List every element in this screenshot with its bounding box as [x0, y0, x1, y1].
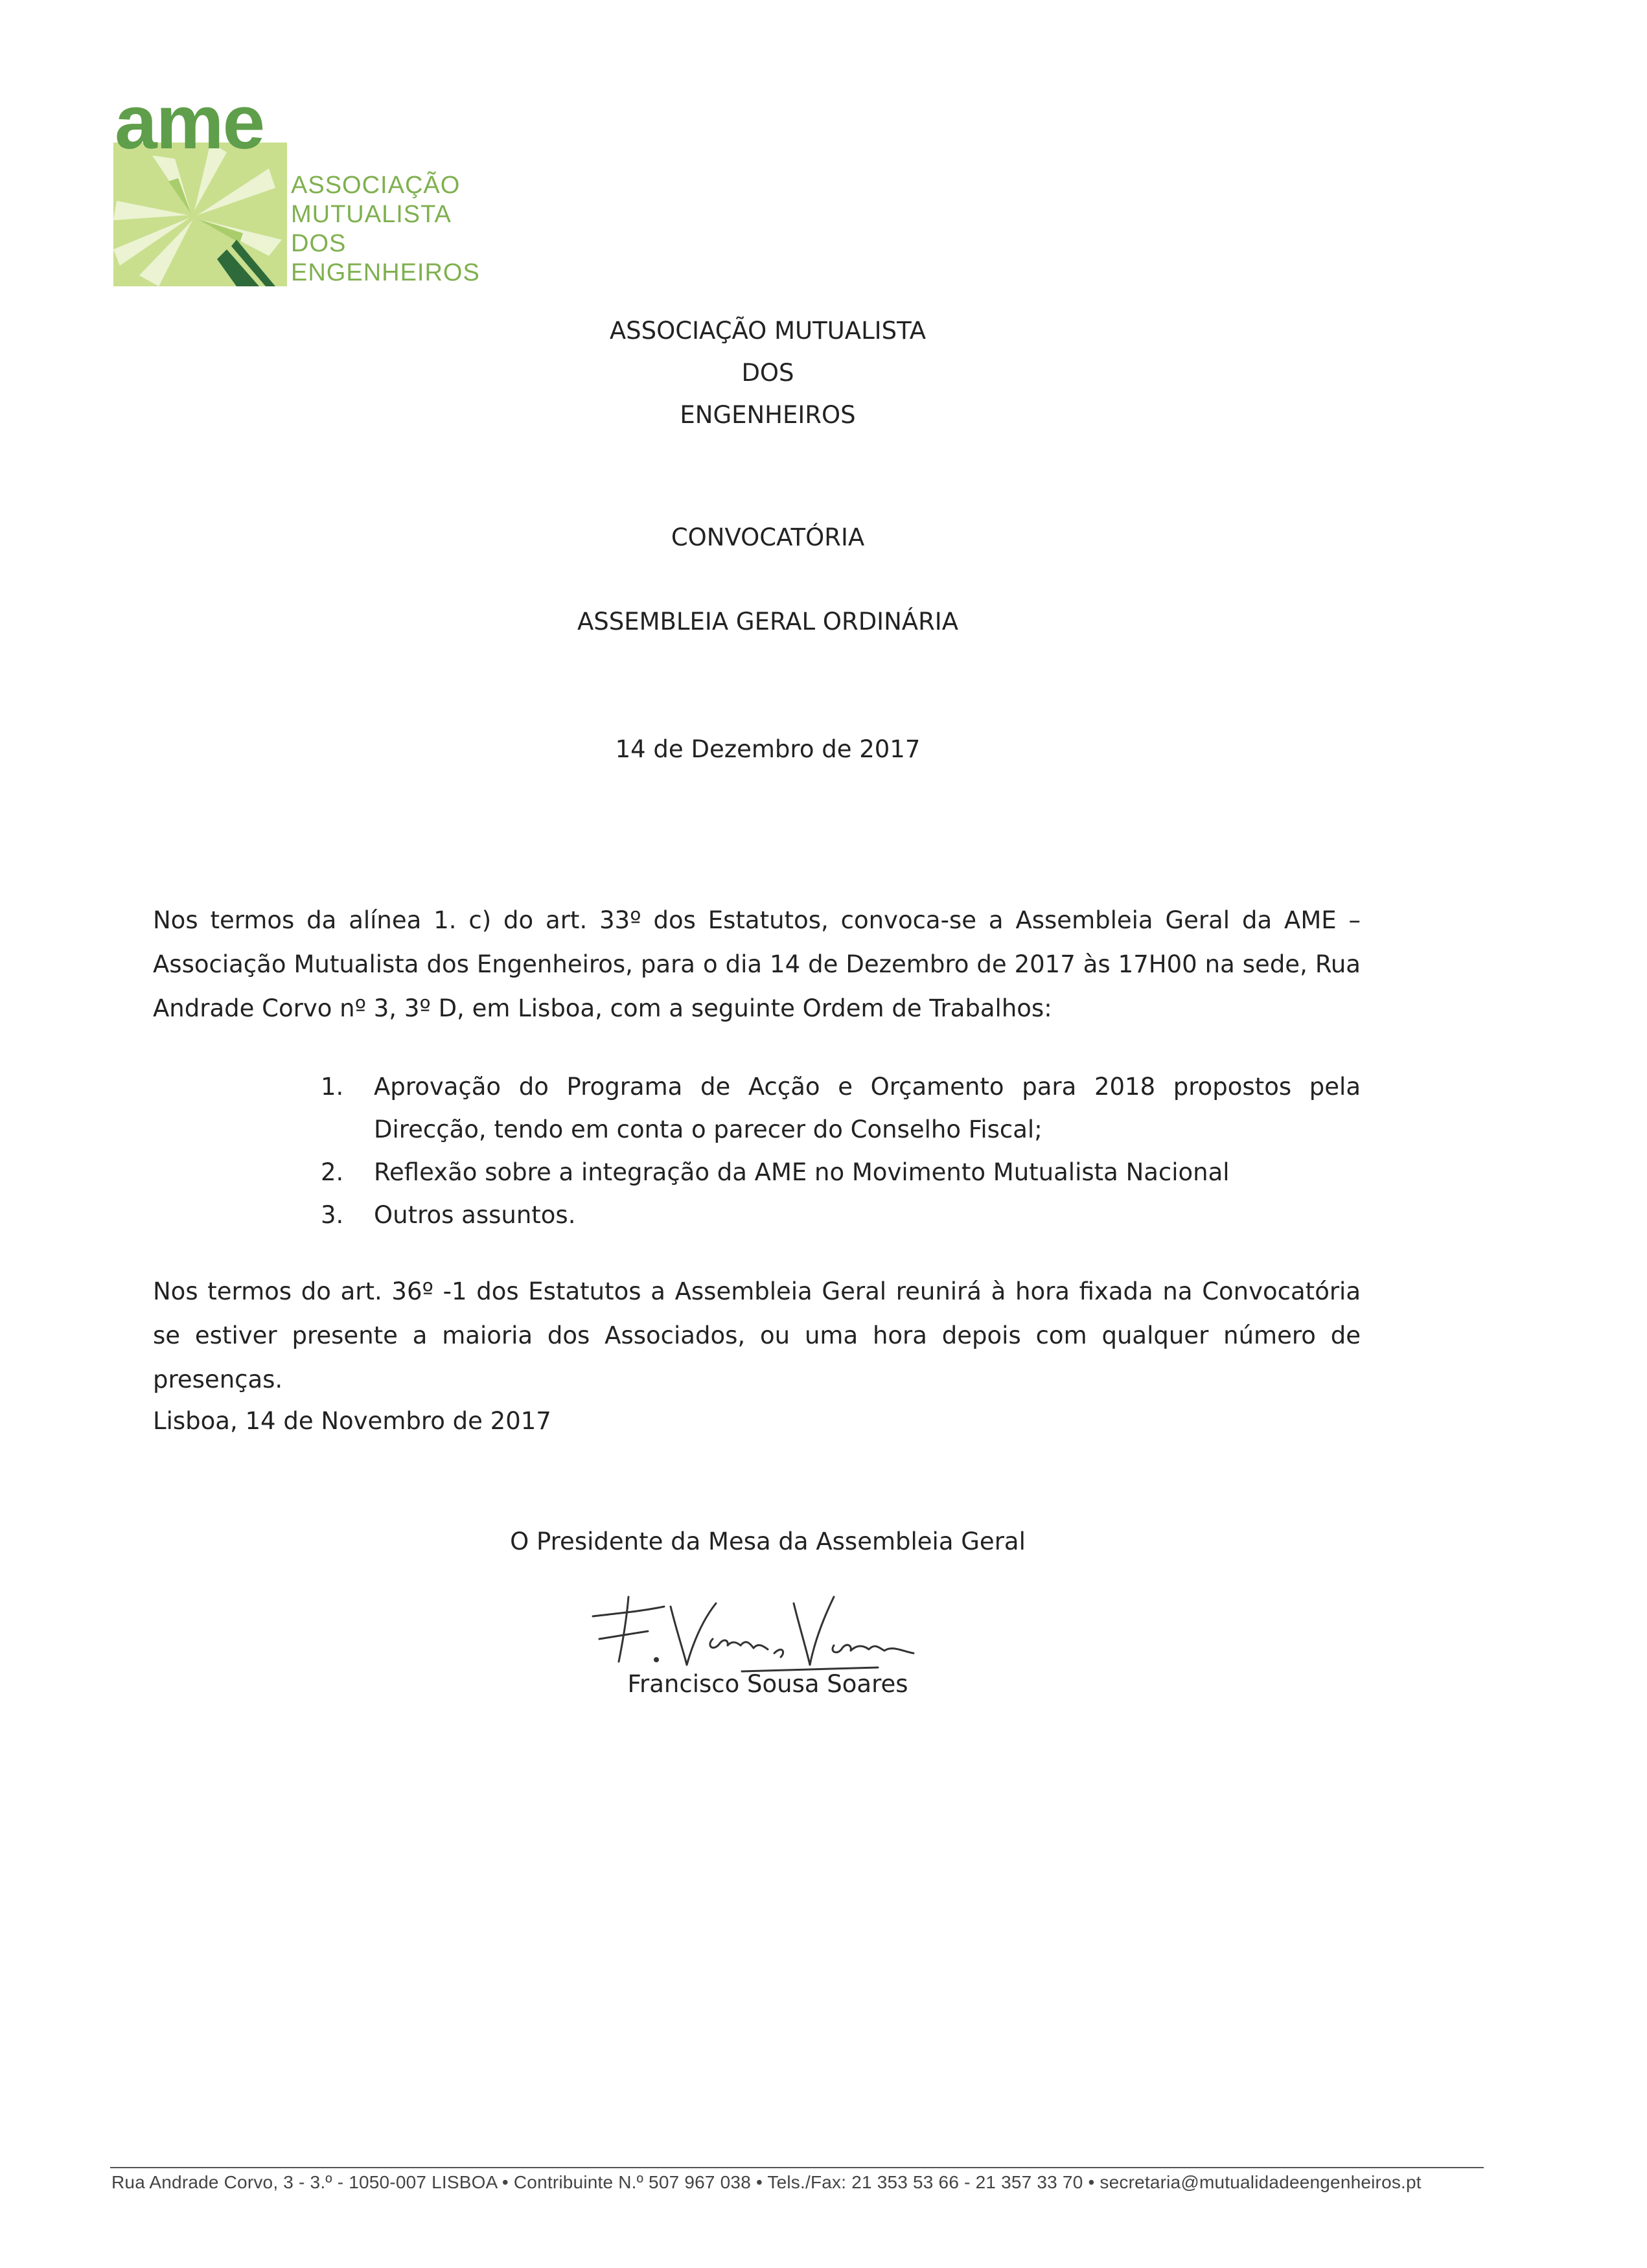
agenda-item-number: 2. — [321, 1158, 344, 1186]
agenda-item-number: 1. — [321, 1073, 344, 1101]
ame-logo — [113, 80, 489, 288]
meeting-heading: ASSEMBLEIA GERAL ORDINÁRIA — [577, 608, 959, 636]
org-title-line: ASSOCIAÇÃO MUTUALISTA — [609, 317, 927, 345]
logo-name-line: DOS — [291, 230, 347, 257]
org-title-line: ENGENHEIROS — [680, 401, 856, 429]
org-title — [0, 310, 1536, 436]
org-title-line: DOS — [741, 359, 794, 387]
logo-org-name — [291, 171, 480, 288]
agenda-item-text: Reflexão sobre a integração da AME no Movimento Mutualista Nacional — [374, 1158, 1230, 1186]
signoff-role: O Presidente da Mesa da Assembleia Geral — [510, 1528, 1026, 1555]
logo-name-line: ASSOCIAÇÃO — [291, 172, 461, 199]
footer-divider — [110, 2167, 1484, 2168]
footer-contact: Rua Andrade Corvo, 3 - 3.º - 1050-007 LISBOA • Contribuinte N.º 507 967 038 • Tels./Fax: 21 353 53 66 - 21 357 33 70 • secretaria@mutualidadeengenheiros.pt — [111, 2172, 1422, 2192]
handwritten-signature — [580, 1581, 956, 1684]
intro-paragraph: Nos termos da alínea 1. c) do art. 33º dos Estatutos, convoca-se a Assembleia Geral da AME – Associação Mutualista dos Engenheiros, para o dia 14 de Dezembro de 2017 às 17H00 na sede, Rua Andrade Corvo nº 3, 3º D, em Lisboa, com a seguinte Ordem de Trabalhos: — [153, 906, 1361, 1022]
agenda-item-text: Outros assuntos. — [374, 1201, 576, 1229]
agenda-item — [321, 1066, 1361, 1151]
meeting-date: 14 de Dezembro de 2017 — [615, 735, 921, 763]
logo-name-line: MUTUALISTA — [291, 201, 452, 228]
quorum-paragraph: Nos termos do art. 36º -1 dos Estatutos a Assembleia Geral reunirá à hora fixada na Convocatória se estiver presente a maioria dos Associados, ou uma hora depois com qualquer número de presenças. — [153, 1277, 1361, 1393]
agenda-item-text: Aprovação do Programa de Acção e Orçamento para 2018 propostos pela Direcção, tendo em conta o parecer do Conselho Fiscal; — [374, 1073, 1361, 1143]
place-date: Lisboa, 14 de Novembro de 2017 — [153, 1407, 551, 1435]
agenda-item-number: 3. — [321, 1201, 344, 1229]
doc-type-heading: CONVOCATÓRIA — [671, 523, 865, 551]
agenda-item — [321, 1151, 1361, 1194]
logo-name-line: ENGENHEIROS — [291, 259, 480, 286]
agenda-list — [321, 1066, 1361, 1237]
logo-wordmark: ame — [115, 80, 264, 165]
signatory-name: Francisco Sousa Soares — [627, 1670, 908, 1698]
agenda-item — [321, 1194, 1361, 1237]
